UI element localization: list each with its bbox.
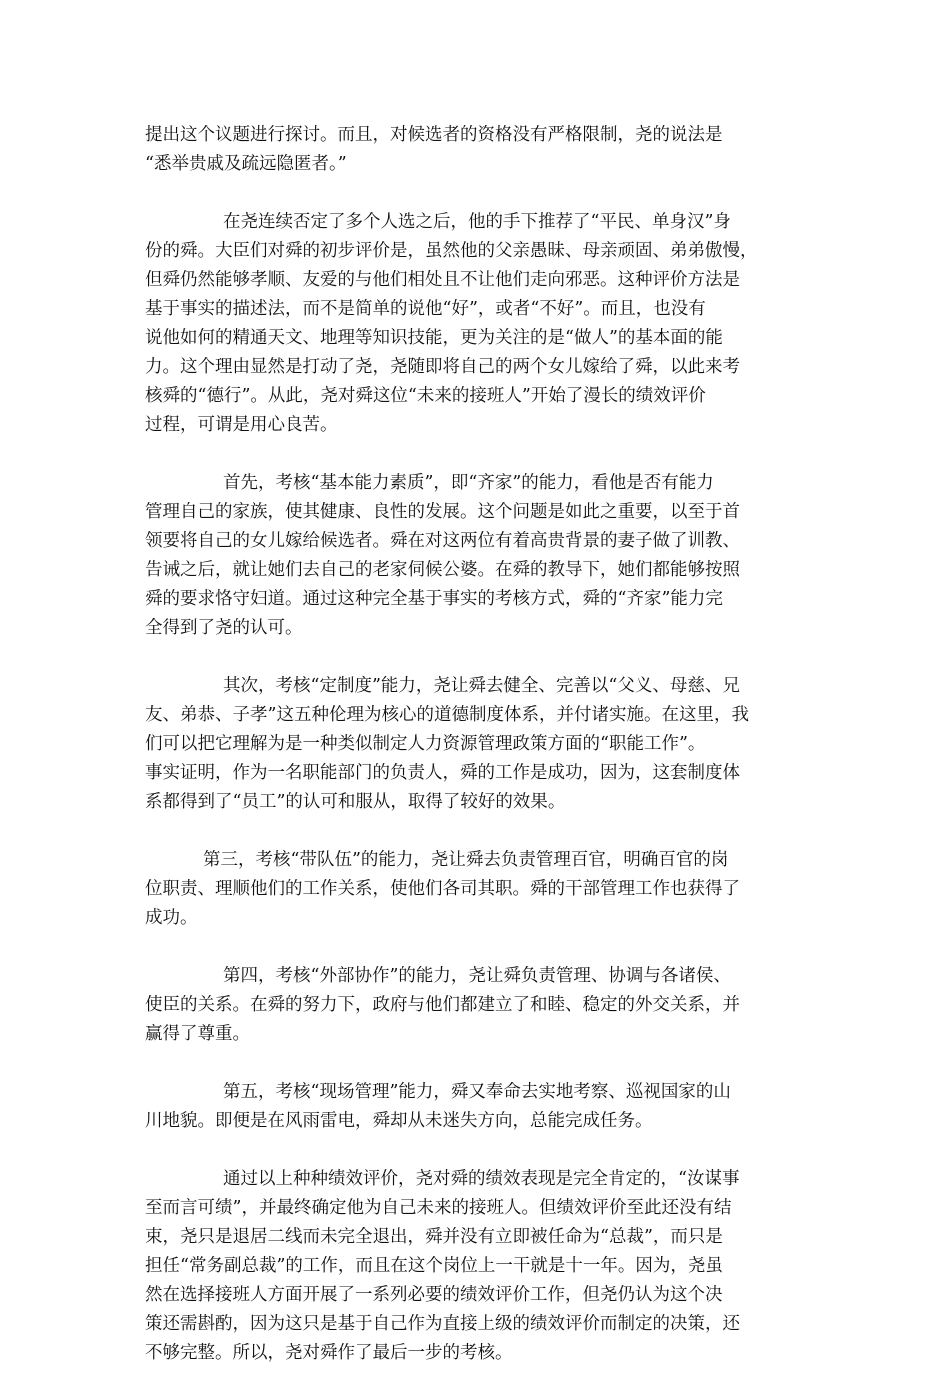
text-line: 但舜仍然能够孝顺、友爱的与他们相处且不让他们走向邪恶。这种评价方法是 bbox=[145, 270, 740, 290]
text-line: 系都得到了“员工”的认可和服从，取得了较好的效果。 bbox=[145, 792, 566, 812]
text-line: 份的舜。大臣们对舜的初步评价是，虽然他的父亲愚昧、母亲顽固、弟弟傲慢， bbox=[145, 241, 758, 261]
text-line: 事实证明，作为一名职能部门的负责人，舜的工作是成功，因为，这套制度体 bbox=[145, 763, 740, 783]
text-line: 担任“常务副总裁”的工作，而且在这个岗位上一干就是十一年。因为，尧虽 bbox=[145, 1256, 723, 1276]
text-line: 赢得了尊重。 bbox=[145, 1024, 250, 1044]
text-line: 管理自己的家族，使其健康、良性的发展。这个问题是如此之重要，以至于首 bbox=[145, 502, 740, 522]
text-line: 告诫之后，就让她们去自己的老家伺候公婆。在舜的教导下，她们都能够按照 bbox=[145, 560, 740, 580]
paragraph-1 bbox=[145, 121, 805, 179]
paragraph-4 bbox=[145, 672, 805, 817]
text-line: 们可以把它理解为是一种类似制定人力资源管理政策方面的“职能工作”。 bbox=[145, 734, 706, 754]
paragraph-6 bbox=[145, 962, 805, 1049]
text-line: 基于事实的描述法，而不是简单的说他“好”，或者“不好”。而且，也没有 bbox=[145, 299, 706, 319]
text-line: 全得到了尧的认可。 bbox=[145, 618, 303, 638]
text-line: 说他如何的精通天文、地理等知识技能，更为关注的是“做人”的基本面的能 bbox=[145, 328, 723, 348]
text-line: 其次，考核“定制度”能力，尧让舜去健全、完善以“父义、母慈、兄 bbox=[223, 676, 740, 696]
text-line: 首先，考核“基本能力素质”，即“齐家”的能力，看他是否有能力 bbox=[223, 473, 714, 493]
paragraph-5 bbox=[145, 846, 805, 933]
text-line: 位职责、理顺他们的工作关系，使他们各司其职。舜的干部管理工作也获得了 bbox=[145, 879, 740, 899]
text-line: 通过以上种种绩效评价，尧对舜的绩效表现是完全肯定的，“汝谋事 bbox=[223, 1169, 740, 1189]
paragraph-3 bbox=[145, 469, 805, 643]
text-line: 不够完整。所以，尧对舜作了最后一步的考核。 bbox=[145, 1343, 513, 1363]
text-line: 至而言可绩”，并最终确定他为自己未来的接班人。但绩效评价至此还没有结 bbox=[145, 1198, 732, 1218]
document-page bbox=[145, 121, 805, 1397]
text-line: 策还需斟酌，因为这只是基于自己作为直接上级的绩效评价而制定的决策，还 bbox=[145, 1314, 740, 1334]
text-line: 领要将自己的女儿嫁给候选者。舜在对这两位有着高贵背景的妻子做了训教、 bbox=[145, 531, 740, 551]
text-line: 川地貌。即便是在风雨雷电，舜却从未迷失方向，总能完成任务。 bbox=[145, 1111, 653, 1131]
text-line: 提出这个议题进行探讨。而且，对候选者的资格没有严格限制，尧的说法是 bbox=[145, 125, 723, 145]
text-line: 力。这个理由显然是打动了尧，尧随即将自己的两个女儿嫁给了舜，以此来考 bbox=[145, 357, 740, 377]
text-line: 成功。 bbox=[145, 908, 198, 928]
text-line: 第五，考核“现场管理”能力，舜又奉命去实地考察、巡视国家的山 bbox=[223, 1082, 731, 1102]
text-line: 束，尧只是退居二线而未完全退出，舜并没有立即被任命为“总裁”，而只是 bbox=[145, 1227, 723, 1247]
text-line: 然在选择接班人方面开展了一系列必要的绩效评价工作，但尧仍认为这个决 bbox=[145, 1285, 723, 1305]
paragraph-8 bbox=[145, 1165, 805, 1368]
text-line: 舜的要求恪守妇道。通过这种完全基于事实的考核方式，舜的“齐家”能力完 bbox=[145, 589, 723, 609]
text-line: 过程，可谓是用心良苦。 bbox=[145, 415, 338, 435]
text-line: 第三，考核“带队伍”的能力，尧让舜去负责管理百官，明确百官的岗 bbox=[203, 850, 729, 870]
text-line: 使臣的关系。在舜的努力下，政府与他们都建立了和睦、稳定的外交关系，并 bbox=[145, 995, 740, 1015]
text-line: “悉举贵戚及疏远隐匿者。” bbox=[145, 154, 347, 174]
text-line: 第四，考核“外部协作”的能力，尧让舜负责管理、协调与各诸侯、 bbox=[223, 966, 731, 986]
paragraph-2 bbox=[145, 208, 805, 440]
paragraph-7 bbox=[145, 1078, 805, 1136]
text-line: 核舜的“德行”。从此，尧对舜这位“未来的接班人”开始了漫长的绩效评价 bbox=[145, 386, 706, 406]
text-line: 在尧连续否定了多个人选之后，他的手下推荐了“平民、单身汉”身 bbox=[223, 212, 731, 232]
text-line: 友、弟恭、子孝”这五种伦理为核心的道德制度体系，并付诸实施。在这里，我 bbox=[145, 705, 749, 725]
